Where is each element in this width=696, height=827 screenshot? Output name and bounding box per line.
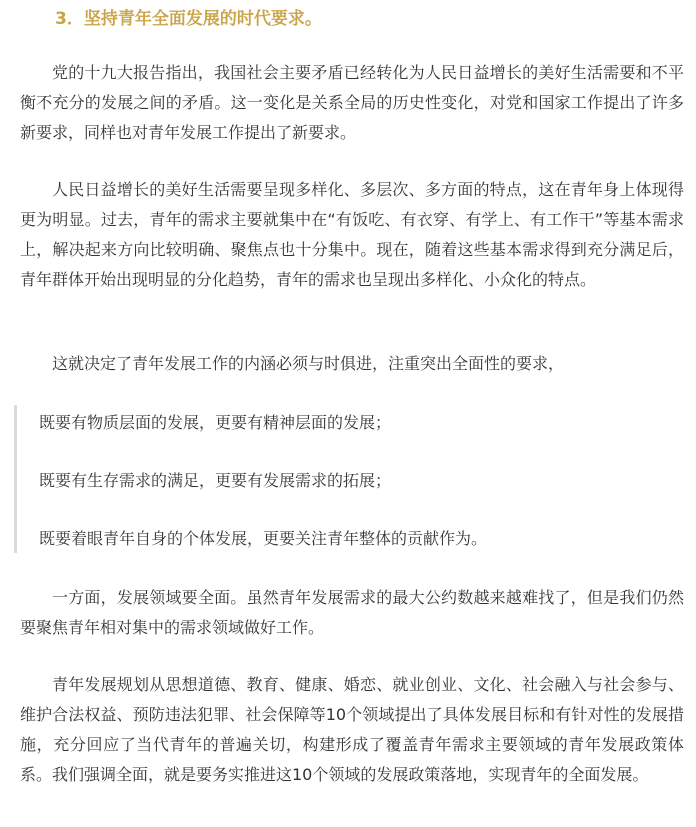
- paragraph-comprehensive-requirement: 这就决定了青年发展工作的内涵必须与时俱进，注重突出全面性的要求，: [52, 354, 565, 373]
- quote-line-survival-development: 既要有生存需求的满足，更要有发展需求的拓展；: [39, 471, 392, 490]
- section-heading: 3．坚持青年全面发展的时代要求。: [55, 9, 322, 29]
- requirements-blockquote: [14, 405, 687, 553]
- quote-line-material-spiritual: 既要有物质层面的发展，更要有精神层面的发展；: [39, 413, 392, 432]
- quote-line-individual-collective: 既要着眼青年自身的个体发展，更要关注青年整体的贡献作为。: [39, 529, 488, 548]
- paragraph-youth-needs: 人民日益增长的美好生活需要呈现多样化、多层次、多方面的特点，这在青年身上体现得更为明显。过去，青年的需求主要就集中在“有饭吃、有衣穿、有学上、有工作干”等基本需求上，解决起来方向比较明确、聚焦点也十分集中。现在，随着这些基本需求得到充分满足后，青年群体开始出现明显的分化趋势，青年的需求也呈现出多样化、小众化的特点。: [20, 180, 684, 289]
- paragraph-ten-fields: 青年发展规划从思想道德、教育、健康、婚恋、就业创业、文化、社会融入与社会参与、维护合法权益、预防违法犯罪、社会保障等10个领域提出了具体发展目标和有针对性的发展措施，充分回应了当代青年的普遍关切，构建形成了覆盖青年需求主要领域的青年发展政策体系。我们强调全面，就是要务实推进这10个领域的发展政策落地，实现青年的全面发展。: [20, 675, 684, 784]
- paragraph-comprehensive-fields: 一方面，发展领域要全面。虽然青年发展需求的最大公约数越来越难找了，但是我们仍然要聚焦青年相对集中的需求领域做好工作。: [20, 588, 684, 637]
- paragraph-main-contradiction: 党的十九大报告指出，我国社会主要矛盾已经转化为人民日益增长的美好生活需要和不平衡不充分的发展之间的矛盾。这一变化是关系全局的历史性变化，对党和国家工作提出了许多新要求，同样也对青年发展工作提出了新要求。: [20, 63, 684, 142]
